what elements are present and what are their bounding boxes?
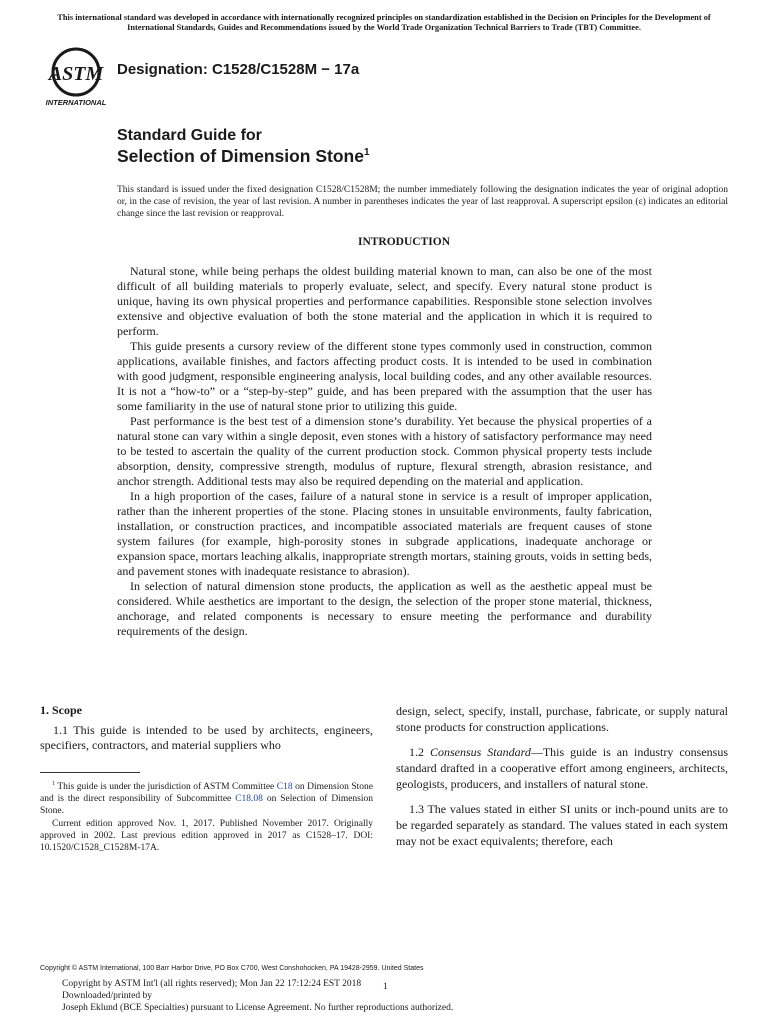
intro-paragraph: In selection of natural dimension stone products, the application as well as the aesthetic appeal must be considered. While aesthetics are important to the design, the selection of the proper stone material, thickness, anchorage, and related components is necessary to ensure meeting the performance and durability requirements of the design. bbox=[117, 579, 652, 638]
copyright-line: Copyright © ASTM International, 100 Barr Harbor Drive, PO Box C700, West Conshohocken, PA 19428-2959. United States bbox=[40, 965, 424, 972]
logo-sub: INTERNATIONAL bbox=[45, 98, 107, 107]
scope-1-2-text: —This guide is an industry consensus standard drafted in a cooperative effort among engineers, architects, geologists, producers, and installers of natural stone. bbox=[396, 745, 728, 791]
footnote-2: Current edition approved Nov. 1, 2017. Published November 2017. Originally approved in 2002. Last previous edition approved in 2017 as C1528–17. DOI: 10.1520/C1528_C1528M-17A. bbox=[40, 819, 373, 854]
footnote-1-text-c: on Selection of Dimension Stone. bbox=[40, 794, 374, 817]
license-line-1: Copyright by ASTM Int'l (all rights reserved); Mon Jan 22 17:12:24 EST 2018 bbox=[62, 979, 362, 989]
tbt-notice: This international standard was developed in accordance with internationally recognized principles on standardization established in the Decision on Principles for the Development of International Standards, Guides and Recommendations issued by the World Trade Organization Technical Barriers to Trade (TBT) Committee. bbox=[57, 13, 711, 32]
scope-1-1-continued: design, select, specify, install, purchase, fabricate, or supply natural stone products for construction applications. bbox=[396, 704, 728, 734]
left-column bbox=[40, 703, 373, 753]
footnote-1-text-b: on Dimension Stone and is the direct responsibility of Subcommittee bbox=[40, 782, 373, 805]
title-line1: Standard Guide for bbox=[117, 127, 262, 144]
link-committee-c18[interactable]: C18 bbox=[276, 782, 293, 793]
intro-paragraph: Past performance is the best test of a dimension stone’s durability. Yet because the physical properties of a natural stone can vary within a single deposit, even stones with a history of satisfactory performance may need to be tested to ascertain the quality of the current production stock. Common physical property tests include absorption, density, compressive strength, modulus of rupture, flexural strength, abrasion resistance, and anchor strength. Additional tests may also be required depending on the material and application. bbox=[117, 414, 652, 488]
right-column bbox=[396, 703, 728, 858]
logo-text: ASTM bbox=[48, 63, 104, 85]
designation: Designation: C1528/C1528M − 17a bbox=[117, 61, 360, 78]
page-number: 1 bbox=[383, 982, 388, 992]
footnotes bbox=[40, 778, 373, 855]
scope-1-1: 1.1 This guide is intended to be used by architects, engineers, specifiers, contractors, and material suppliers who bbox=[40, 723, 373, 752]
license-line-3: Joseph Eklund (BCE Specialties) pursuant to License Agreement. No further reproductions authorized. bbox=[62, 1003, 454, 1013]
footnote-1-text-a: This guide is under the jurisdiction of ASTM Committee bbox=[57, 782, 275, 793]
title-text: Selection of Dimension Stone bbox=[117, 146, 364, 166]
intro-paragraph: Natural stone, while being perhaps the oldest building material known to man, can also be one of the most difficult of all building materials to properly evaluate, select, and specify. Every natural stone product is unique, having its own physical properties and performance capabilities. Responsible stone selection involves extensive and objective evaluation of both the stone material and the application in which it is required to perform. bbox=[117, 264, 652, 338]
license-line-2: Downloaded/printed by bbox=[62, 991, 152, 1001]
footnote-1 bbox=[40, 778, 373, 817]
scope-1-3: 1.3 The values stated in either SI units or inch-pound units are to be regarded separately as standard. The values stated in each system may not be exact equivalents; therefore, each bbox=[396, 802, 728, 848]
scope-heading: 1. Scope bbox=[40, 703, 82, 717]
license-notice bbox=[62, 978, 582, 1014]
footnote-divider bbox=[40, 772, 140, 773]
title-footnote-mark: 1 bbox=[363, 147, 370, 158]
astm-logo bbox=[40, 46, 112, 108]
introduction-heading: INTRODUCTION bbox=[357, 236, 450, 248]
scope-1-2-number: 1.2 bbox=[409, 745, 424, 759]
introduction-body bbox=[117, 264, 652, 639]
scope-1-2-title: Consensus Standard bbox=[429, 745, 531, 759]
footnote-1-mark: 1 bbox=[52, 781, 55, 787]
intro-paragraph: In a high proportion of the cases, failure of a natural stone in service is a result of improper application, rather than the inherent properties of the stone. Placing stones in unsuitable environments, faulty fabrication, installation, or construction practices, and incompatible associated materials are frequent causes of stone system failures (for example, high-porosity stones in subgrade applications, inadequate anchorage or expansion space, mortars leaching alkalis, inappropriate strength mortars, staining grouts, voids in setting beds, and pavement stones with inadequate resistance to abrasion). bbox=[117, 489, 652, 578]
title-line2 bbox=[117, 146, 370, 167]
link-subcommittee-c18-08[interactable]: C18.08 bbox=[235, 794, 263, 805]
issuance-statement: This standard is issued under the fixed designation C1528/C1528M; the number immediately following the designation indicates the year of original adoption or, in the case of revision, the year of last revision. A number in parentheses indicates the year of last reapproval. A superscript epsilon (ε) indicates an editorial change since the last revision or reapproval. bbox=[117, 185, 728, 219]
scope-1-2 bbox=[396, 744, 728, 792]
intro-paragraph: This guide presents a cursory review of the different stone types commonly used in construction, common applications, available finishes, and factors affecting product costs. It is intended to be used in combination with good judgment, responsible engineering analysis, local building codes, and any other available resources. It is not a “how-to” or a “step-by-step” guide, and has been prepared with the assumption that the user has some familiarity in the use of natural stone prior to utilizing this guide. bbox=[117, 339, 652, 413]
